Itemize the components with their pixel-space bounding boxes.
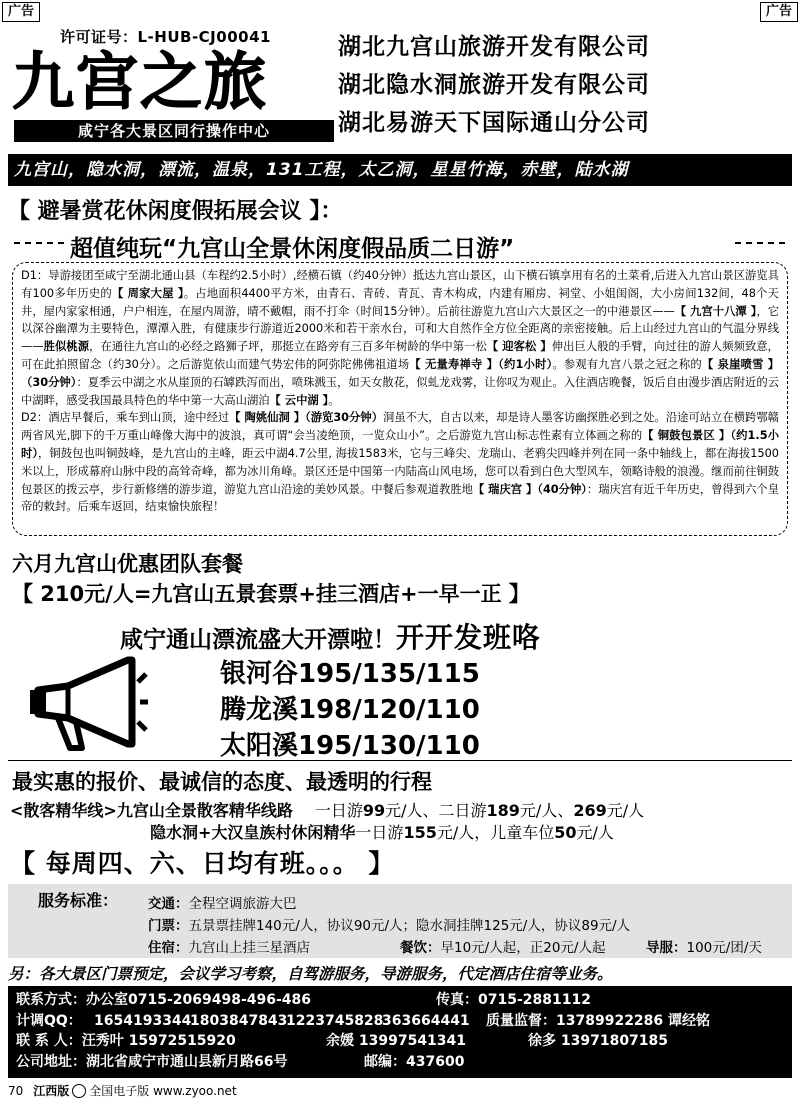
ad-tag-right: 广告 bbox=[760, 2, 798, 22]
rafting-title-emphasis: 开开发班咯 bbox=[396, 621, 542, 654]
qq-label: 计调QQ： bbox=[16, 1012, 82, 1029]
company-name: 湖北隐水洞旅游开发有限公司 bbox=[338, 72, 650, 98]
other-services: 另：各大景区门票预定，会议学习考察，自驾游服务，导游服务，代定酒店住宿等业务。 bbox=[8, 965, 613, 983]
contact-person: 余媛 13997541341 bbox=[326, 1033, 467, 1049]
rafting-item: 太阳溪195/130/110 bbox=[220, 731, 480, 761]
slogan: 最实惠的报价、最诚信的态度、最透明的行程 bbox=[12, 770, 432, 794]
contact-person: 徐多 13971807185 bbox=[528, 1033, 669, 1049]
brand-logo-text: 九宫之旅 bbox=[12, 45, 269, 118]
rafting-item: 银河谷195/135/115 bbox=[220, 659, 480, 689]
service-label: 服务标准： bbox=[38, 891, 119, 910]
page-number: 70 bbox=[8, 1084, 24, 1098]
dotted-divider bbox=[14, 242, 64, 244]
megaphone-icon bbox=[20, 652, 170, 752]
rafting-price-list bbox=[220, 656, 480, 764]
service-standards bbox=[8, 884, 792, 958]
route-line-2: 隐水洞+大汉皇族村休闲精华一日游155元/人，儿童车位50元/人 bbox=[150, 823, 614, 842]
dotted-divider bbox=[735, 242, 785, 244]
weekly-schedule: 【 每周四、六、日均有班。。。 】 bbox=[10, 849, 395, 878]
contact-person: 联 系 人：汪秀叶 15972515920 bbox=[16, 1033, 236, 1049]
attractions-bar: 九宫山，隐水洞，漂流，温泉，131工程，太乙洞，星星竹海，赤壁，陆水湖 bbox=[8, 154, 792, 186]
service-meal: 餐饮：早10元/人起，正20元/人起 bbox=[400, 940, 606, 956]
qq-number: 1803847843 bbox=[190, 1012, 288, 1029]
edition: 江西版 bbox=[33, 1084, 70, 1098]
qq-number: 1654193344 bbox=[94, 1012, 192, 1029]
service-guide: 导服：100元/团/天 bbox=[646, 940, 762, 956]
itinerary-box bbox=[12, 262, 788, 536]
contact-row bbox=[16, 1052, 784, 1073]
company-name: 湖北易游天下国际通山分公司 bbox=[338, 110, 650, 136]
website: 全国电子版 www.zyoo.net bbox=[89, 1084, 237, 1098]
fax: 传真：0715-2881112 bbox=[436, 992, 591, 1008]
itinerary-day-1: D1：导游接团至咸宁至湖北通山县（车程约2.5小时）,经横石镇（约40分钟）抵达九宫山景区，山下横石镇享用有名的土菜肴,后进入九宫山景区游览具有100多年历史的【 周家大屋 】。占地面积4400平方米，由青石、青砖、青瓦、青木构成，内建有厢房、祠堂、小姐闺阁，大小房间132间，48个天井，屋内家家相通，户户相连，在屋内周游，晴不戴帽，雨不打伞（时间15分钟）。后前往游览九宫山六大景区之一的中港景区——【 九宫十八潭 】，它以深谷幽潭为主要特色，潭潭入胜，有健康步行游道近2000米和若干亲水台，可和大自然作全方位全距离的亲密接触。后上山经过九宫山的气温分界线——胜似桃源，在通往九宫山的必经之路狮子坪，那挺立在路旁有三百多年树龄的华中第一松【 迎客松 】伸出巨人般的手臂，向过往的游人频频致意，可在此拍照留念（约30分）。之后游览依山而建气势宏伟的阿弥陀佛佛祖道场【 无量寿禅寺 】（约1小时）。参观有九宫八景之冠之称的【 泉崖喷雪 】（30分钟）：夏季云中湖之水从崖顶的石罅跌泻而出，喷珠溅玉，如天女散花，似虬龙戏雾，让你叹为观止。入住酒店晚餐，饭后自由漫步酒店附近的云中湖畔，感受我国最具特色的华中第一大高山湖泊【 云中湖 】。 bbox=[21, 269, 779, 407]
service-stay: 住宿：九宫山上挂三星酒店 bbox=[148, 940, 310, 956]
company-address: 公司地址：湖北省咸宁市通山县新月路66号 bbox=[16, 1053, 288, 1070]
company-name: 湖北九宫山旅游开发有限公司 bbox=[338, 34, 650, 60]
rafting-item: 腾龙溪198/120/110 bbox=[220, 695, 480, 725]
rafting-title: 咸宁通山漂流盛大开漂啦！开开发班咯 bbox=[120, 621, 542, 654]
june-package-title: 六月九宫山优惠团队套餐 bbox=[12, 552, 243, 576]
publisher-logo-icon bbox=[72, 1084, 86, 1098]
license-number: 许可证号：L-HUB-CJ00041 bbox=[60, 28, 271, 46]
route-line-2-price: 一日游155元/人，儿童车位50元/人 bbox=[355, 823, 614, 842]
page-footer bbox=[8, 1082, 237, 1099]
postcode: 邮编：437600 bbox=[364, 1053, 465, 1070]
contact-row bbox=[16, 990, 784, 1011]
route-line-1-price: 一日游99元/人、二日游189元/人、269元/人 bbox=[314, 801, 645, 820]
contact-row bbox=[16, 1031, 784, 1052]
ad-tag-left: 广告 bbox=[2, 2, 40, 22]
divider bbox=[8, 760, 792, 761]
qq-number: 1223745828 bbox=[286, 1012, 384, 1029]
service-ticket: 门票：五景票挂牌140元/人，协议90元/人；隐水洞挂牌125元/人，协议89元/人 bbox=[148, 918, 631, 934]
quality-supervision: 质量监督：13789922286 谭经铭 bbox=[486, 1012, 711, 1029]
company-list bbox=[338, 28, 792, 142]
itinerary-day-2: D2：酒店早餐后，乘车到山顶，途中经过【 陶姚仙洞 】（游览30分钟）洞虽不大，自古以来，却是诗人墨客访幽探胜必到之处。沿途可站立在横跨鄂赣两省风光,脚下的千万重山峰像大海中的波浪，真可谓“会当凌绝顶，一览众山小”。之后游览九宫山标志性素有立体画之称的【 铜鼓包景区 】（约1.5小时），铜鼓包也叫铜鼓峰，是九宫山的主峰，距云中湖4.7公里, 海拔1583米，它与三峰尖、龙瑞山、老鸦尖四峰并列在同一条中轴线上，都在海拔1500米以上，形成幕府山脉中段的高耸奇峰，都为冰川角峰。景区还是中国第一内陆高山风电场，您可以看到白色大型风车，领略诗般的浪漫。继而前往铜鼓包景区的拨云亭，步行新修缮的游步道，游览九宫山沿途的美妙风景。中餐后参观道教胜地【 瑞庆宫 】（40分钟）：瑞庆宫有近千年历史，曾得到六个皇帝的敕封。后乘车返回，结束愉快旅程！ bbox=[21, 411, 779, 514]
service-transport: 交通：全程空调旅游大巴 bbox=[148, 896, 297, 912]
tour-title: 超值纯玩“九宫山全景休闲度假品质二日游” bbox=[70, 236, 515, 262]
qq-number: 363664441 bbox=[382, 1012, 470, 1029]
brand-subtitle: 咸宁各大景区同行操作中心 bbox=[14, 120, 334, 142]
conference-title: 【 避暑赏花休闲度假拓展会议 】： bbox=[8, 199, 343, 224]
contact-block bbox=[8, 986, 792, 1078]
contact-row bbox=[16, 1011, 784, 1032]
june-package-price: 【 210元/人=九宫山五景套票+挂三酒店+一早一正 】 bbox=[12, 582, 530, 606]
office-phone: 联系方式：办公室0715-2069498-496-486 bbox=[16, 992, 312, 1008]
route-line-1: <散客精华线>九宫山全景散客精华线路 一日游99元/人、二日游189元/人、269元/人 bbox=[10, 801, 645, 820]
header bbox=[8, 24, 792, 142]
